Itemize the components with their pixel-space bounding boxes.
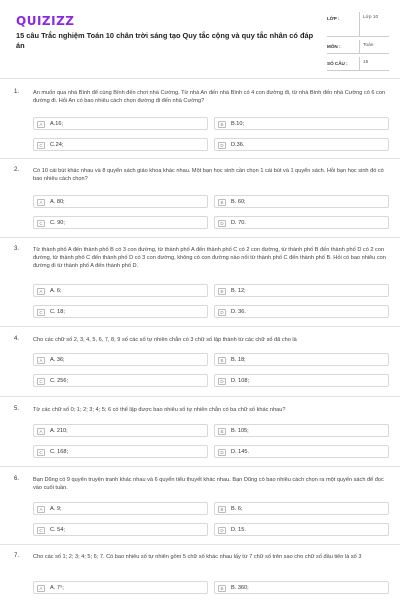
divider (0, 466, 400, 467)
option-letter: D (218, 309, 226, 316)
option-letter: C (37, 309, 45, 316)
meta-label: SỐ CÂU : (327, 61, 348, 66)
option-b[interactable] (214, 424, 389, 437)
option-b[interactable] (214, 195, 389, 208)
document-title: 15 câu Trắc nghiệm Toán 10 chân trời sáng tạo Quy tắc cộng và quy tắc nhân có đáp án (16, 31, 314, 50)
quizizz-logo: QUIZIZZ (16, 14, 75, 28)
option-b[interactable] (214, 284, 389, 297)
option-letter: D (218, 142, 226, 149)
option-c[interactable] (33, 523, 208, 536)
option-text: D.36. (231, 142, 245, 148)
meta-label: LỚP : (327, 16, 340, 21)
option-letter: D (218, 378, 226, 385)
option-d[interactable] (214, 138, 389, 151)
option-text: B. 60; (231, 199, 246, 205)
option-text: D. 15. (231, 527, 246, 533)
option-letter: A (37, 585, 45, 592)
option-letter: B (218, 357, 226, 364)
option-text: C. 256; (50, 378, 69, 384)
option-text: B. 12; (231, 288, 246, 294)
option-letter: A (37, 428, 45, 435)
option-d[interactable] (214, 445, 389, 458)
divider (0, 544, 400, 545)
option-letter: A (37, 506, 45, 513)
meta-value: 15 (359, 57, 389, 70)
option-text: A. 6; (50, 288, 62, 294)
option-d[interactable] (214, 216, 389, 229)
option-text: B. 18; (231, 357, 246, 363)
question-text: Cho các chữ số 2, 3, 4, 5, 6, 7, 8, 9 số các số tự nhiên chẵn có 3 chữ số lập thành từ các chữ số đã cho là (33, 337, 297, 343)
option-text: B. 360; (231, 585, 249, 591)
option-letter: C (37, 142, 45, 149)
option-b[interactable] (214, 502, 389, 515)
option-letter: D (218, 449, 226, 456)
meta-row-subject (327, 40, 389, 54)
question-number: 1. (14, 89, 20, 95)
divider (0, 78, 400, 79)
meta-box (327, 12, 389, 71)
option-c[interactable] (33, 305, 208, 318)
divider (0, 158, 400, 159)
option-a[interactable] (33, 117, 208, 130)
option-a[interactable] (33, 424, 208, 437)
question-text: Có 10 cái bút khác nhau và 8 quyển sách giáo khoa khác nhau. Một bạn học sinh cần chọn 1 cái bút và 1 quyển sách. Hỏi bạn học sinh đó có bao nhiêu cách chọn? (33, 168, 384, 182)
option-text: D. 36. (231, 309, 246, 315)
option-d[interactable] (214, 523, 389, 536)
option-b[interactable] (214, 353, 389, 366)
question-text: Từ thành phố A đến thành phố B có 3 con đường, từ thành phố A đến thành phố C có 2 con đường, từ thành phố B đến thành phố D có 2 con đường, từ thành phố C đến thành phố D có 3 con đường, không có con đường nào nối từ thành phố C đến thành phố B. Hỏi có bao nhiêu con đường đi từ thành phố A đến thành phố D. (33, 247, 386, 269)
option-text: B. 105; (231, 428, 249, 434)
option-letter: B (218, 428, 226, 435)
option-text: D. 108; (231, 378, 250, 384)
option-text: D. 145. (231, 449, 250, 455)
question-number: 7. (14, 553, 20, 559)
question-number: 5. (14, 406, 20, 412)
option-text: A.16; (50, 121, 64, 127)
option-text: C. 54; (50, 527, 65, 533)
option-c[interactable] (33, 138, 208, 151)
option-text: A. 80; (50, 199, 65, 205)
question-number: 4. (14, 336, 20, 342)
option-text: B.10; (231, 121, 245, 127)
divider (0, 396, 400, 397)
option-a[interactable] (33, 353, 208, 366)
page-header (0, 0, 400, 72)
option-letter: B (218, 199, 226, 206)
meta-value: Toán (359, 40, 389, 53)
meta-label: MÔN : (327, 44, 341, 49)
divider (0, 237, 400, 238)
question-text: An muốn qua nhà Bình để cùng Bình đến chơi nhà Cường. Từ nhà An đến nhà Bình có 4 con đường đi, từ nhà Bình đến nhà Cường có 6 con đường đi. Hỏi An có bao nhiêu cách chọn đường đi đến nhà Cường? (33, 90, 386, 104)
question-number: 3. (14, 246, 20, 252)
option-letter: A (37, 288, 45, 295)
option-text: B. 6; (231, 506, 243, 512)
option-text: A. 210; (50, 428, 68, 434)
meta-row-count (327, 57, 389, 71)
option-text: C.24; (50, 142, 64, 148)
option-b[interactable] (214, 581, 389, 594)
question-number: 6. (14, 476, 20, 482)
option-letter: B (218, 506, 226, 513)
option-letter: D (218, 220, 226, 227)
option-a[interactable] (33, 284, 208, 297)
option-letter: B (218, 288, 226, 295)
meta-value: Lớp 10 (359, 12, 389, 36)
question-number: 2. (14, 167, 20, 173)
option-text: A. 36; (50, 357, 65, 363)
option-b[interactable] (214, 117, 389, 130)
option-a[interactable] (33, 502, 208, 515)
option-letter: C (37, 220, 45, 227)
option-letter: C (37, 527, 45, 534)
option-text: A. 7⁵; (50, 585, 64, 591)
divider (0, 326, 400, 327)
option-a[interactable] (33, 581, 208, 594)
meta-row-class (327, 12, 389, 37)
option-letter: A (37, 199, 45, 206)
option-text: C. 90; (50, 220, 65, 226)
option-text: C. 168; (50, 449, 69, 455)
option-c[interactable] (33, 374, 208, 387)
question-text: Bạn Dũng có 9 quyển truyện tranh khác nhau và 6 quyển tiểu thuyết khác nhau. Bạn Dũng có bao nhiêu cách chọn ra một quyển sách để đọc vào cuối tuần. (33, 477, 384, 491)
option-letter: C (37, 378, 45, 385)
option-letter: A (37, 121, 45, 128)
option-text: C. 18; (50, 309, 65, 315)
option-text: A. 9; (50, 506, 62, 512)
option-letter: B (218, 585, 226, 592)
question-text: Từ các chữ số 0; 1; 2; 3; 4; 5; 6 có thể lập được bao nhiêu số tự nhiên chẵn có ba chữ số khác nhau? (33, 407, 286, 413)
option-text: D. 70. (231, 220, 246, 226)
option-d[interactable] (214, 374, 389, 387)
question-text: Cho các số 1; 2; 3; 4; 5; 6; 7. Có bao nhiêu số tự nhiên gồm 5 chữ số khác nhau lấy từ 7 chữ số trên sao cho chữ số đầu tiên là số 3 (33, 554, 362, 560)
option-letter: D (218, 527, 226, 534)
option-a[interactable] (33, 195, 208, 208)
option-letter: C (37, 449, 45, 456)
option-d[interactable] (214, 305, 389, 318)
option-letter: B (218, 121, 226, 128)
option-c[interactable] (33, 445, 208, 458)
option-c[interactable] (33, 216, 208, 229)
option-letter: A (37, 357, 45, 364)
